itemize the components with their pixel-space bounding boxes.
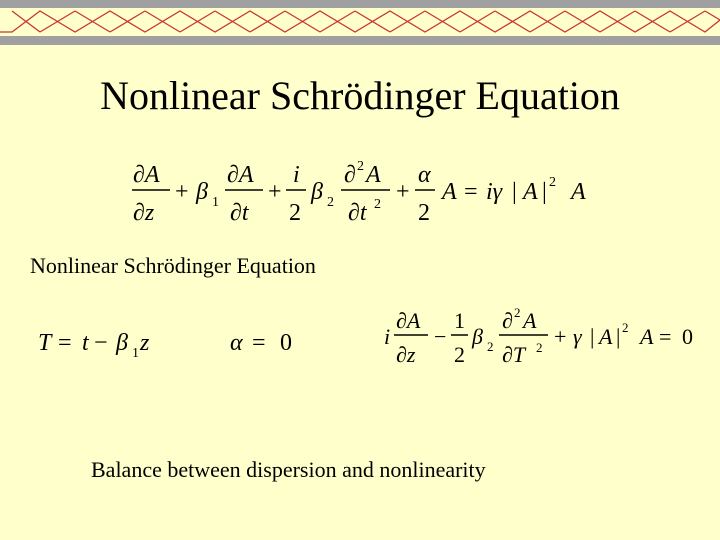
svg-text:β: β — [196, 179, 208, 205]
svg-text:+: + — [268, 179, 282, 205]
svg-text:+: + — [396, 179, 410, 205]
svg-text:=: = — [659, 324, 672, 349]
svg-text:∂A: ∂A — [133, 162, 160, 188]
normalized-equation — [382, 304, 702, 374]
retarded-time-equation — [36, 322, 166, 362]
svg-text:α: α — [230, 330, 243, 356]
svg-text:2: 2 — [327, 195, 334, 210]
svg-text:1: 1 — [132, 346, 139, 361]
banner-bottom-bar — [0, 36, 720, 45]
svg-text:|: | — [616, 324, 621, 349]
svg-text:−: − — [434, 324, 447, 349]
slide-title: Nonlinear Schrödinger Equation — [100, 73, 620, 118]
svg-text:∂: ∂ — [502, 308, 513, 333]
svg-text:A: A — [640, 324, 654, 349]
svg-text:z: z — [140, 330, 150, 356]
svg-text:∂z: ∂z — [133, 200, 155, 226]
svg-text:=: = — [252, 330, 266, 356]
svg-text:0: 0 — [280, 330, 292, 356]
svg-text:2: 2 — [622, 320, 629, 335]
svg-text:2: 2 — [374, 197, 381, 212]
svg-text:T: T — [38, 330, 52, 356]
decorative-banner — [0, 0, 720, 48]
lossless-condition-equation — [228, 322, 308, 362]
svg-text:+: + — [175, 179, 189, 205]
svg-text:1: 1 — [454, 308, 465, 333]
svg-text:=: = — [464, 179, 478, 205]
svg-text:2: 2 — [418, 200, 430, 226]
svg-text:γ: γ — [573, 324, 582, 349]
svg-text:∂T: ∂T — [502, 342, 526, 367]
svg-text:2: 2 — [454, 342, 465, 367]
svg-text:i: i — [384, 324, 391, 349]
svg-text:−: − — [94, 330, 108, 356]
svg-text:∂A: ∂A — [227, 162, 254, 188]
svg-text:A: A — [571, 179, 586, 205]
svg-text:2: 2 — [357, 159, 364, 174]
svg-text:|: | — [590, 324, 595, 349]
svg-text:A: A — [523, 179, 538, 205]
svg-text:2: 2 — [514, 305, 521, 320]
banner-cross-lines — [12, 11, 720, 32]
svg-text:β: β — [116, 330, 128, 356]
svg-text:∂t: ∂t — [230, 200, 249, 226]
svg-text:β: β — [311, 179, 323, 205]
svg-text:2: 2 — [536, 340, 543, 355]
banner-top-bar — [0, 0, 720, 8]
svg-text:=: = — [58, 330, 72, 356]
svg-text:β: β — [472, 324, 483, 349]
svg-text:∂z: ∂z — [396, 342, 416, 367]
svg-text:iγ: iγ — [486, 179, 503, 205]
svg-text:∂t: ∂t — [348, 200, 367, 226]
svg-text:t: t — [82, 330, 89, 356]
svg-text:2: 2 — [487, 339, 494, 354]
svg-text:|: | — [542, 179, 547, 205]
caption-text: Balance between dispersion and nonlinearity — [91, 457, 486, 482]
svg-text:2: 2 — [549, 175, 556, 190]
svg-text:+: + — [554, 324, 567, 349]
svg-text:α: α — [418, 162, 431, 188]
svg-text:2: 2 — [289, 200, 301, 226]
svg-text:i: i — [293, 162, 300, 188]
main-equation — [128, 150, 608, 230]
svg-text:A: A — [442, 179, 457, 205]
svg-text:A: A — [366, 162, 381, 188]
svg-text:0: 0 — [682, 324, 693, 349]
svg-text:A: A — [523, 308, 537, 333]
svg-text:∂A: ∂A — [396, 308, 421, 333]
svg-text:|: | — [512, 179, 517, 205]
svg-text:A: A — [599, 324, 613, 349]
section-heading: Nonlinear Schrödinger Equation — [30, 253, 316, 278]
svg-text:1: 1 — [212, 195, 219, 210]
svg-text:∂: ∂ — [344, 162, 356, 188]
